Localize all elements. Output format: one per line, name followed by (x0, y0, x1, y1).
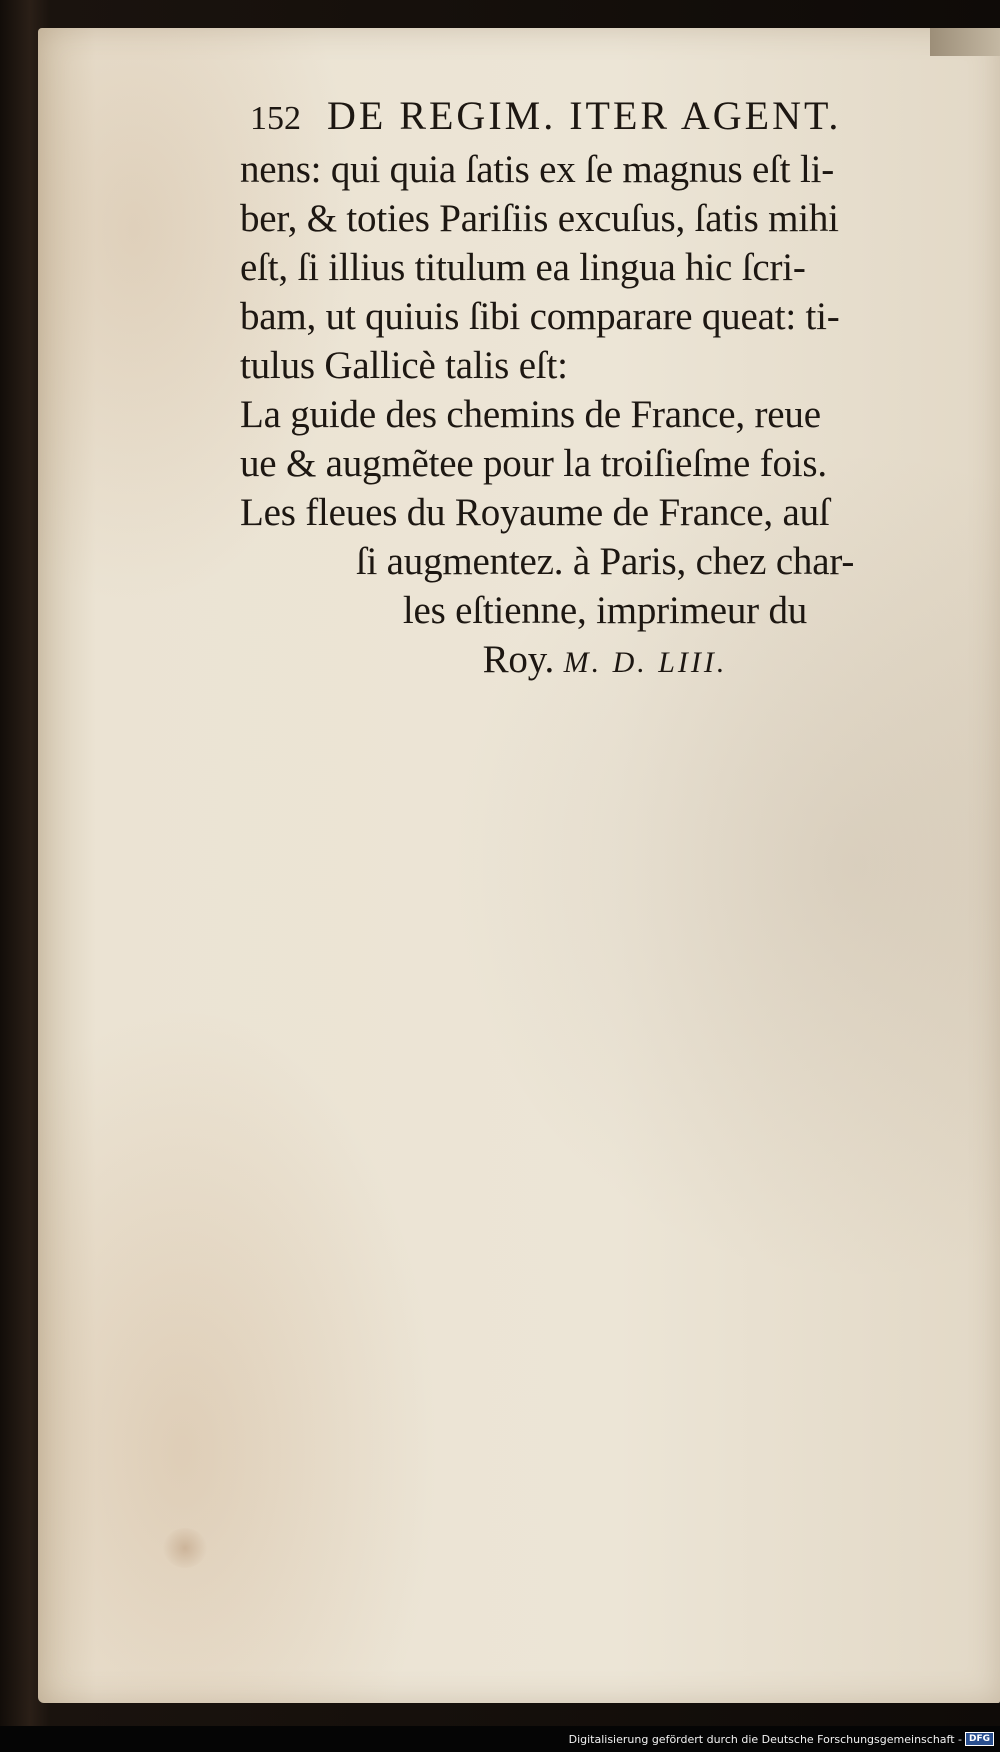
body-line: ber, & toties Pariſiis excuſus, ſatis mihi (240, 197, 839, 240)
french-title-line: Les fleues du Royaume de France, auſ (240, 491, 830, 534)
page-number: 152 (250, 100, 301, 137)
imprint-word: Roy. (482, 638, 555, 681)
running-title: DE REGIM. ITER AGENT. (327, 93, 842, 138)
imprint-line (240, 635, 970, 687)
french-title-line: La guide des chemins de France, reue (240, 393, 821, 436)
french-title-line: ue & augmẽtee pour la troiſieſme fois. (240, 442, 827, 485)
credit-text: Digitalisierung gefördert durch die Deutsche Forschungsgemeinschaft - (568, 1732, 962, 1746)
paper-stain (163, 1528, 207, 1568)
body-line: tulus Gallicè talis eſt: (240, 344, 568, 387)
french-title-line-centered: les eſtienne, imprimeur du (402, 589, 808, 632)
body-line: eſt, ſi illius titulum ea lingua hic ſcri- (240, 246, 806, 289)
dfg-logo: DFG (965, 1732, 994, 1746)
adjacent-page-edge (930, 28, 1000, 56)
imprint-date: M. D. LIII. (563, 646, 728, 679)
running-head (250, 90, 970, 145)
digitization-credit (569, 1732, 994, 1746)
page-text (240, 90, 970, 687)
body-line: nens: qui quia ſatis ex ſe magnus eſt li- (240, 148, 835, 191)
body-line: bam, ut quiuis ſibi comparare queat: ti- (240, 295, 840, 338)
french-title-line-centered: ſi augmentez. à Paris, chez char- (355, 540, 855, 583)
